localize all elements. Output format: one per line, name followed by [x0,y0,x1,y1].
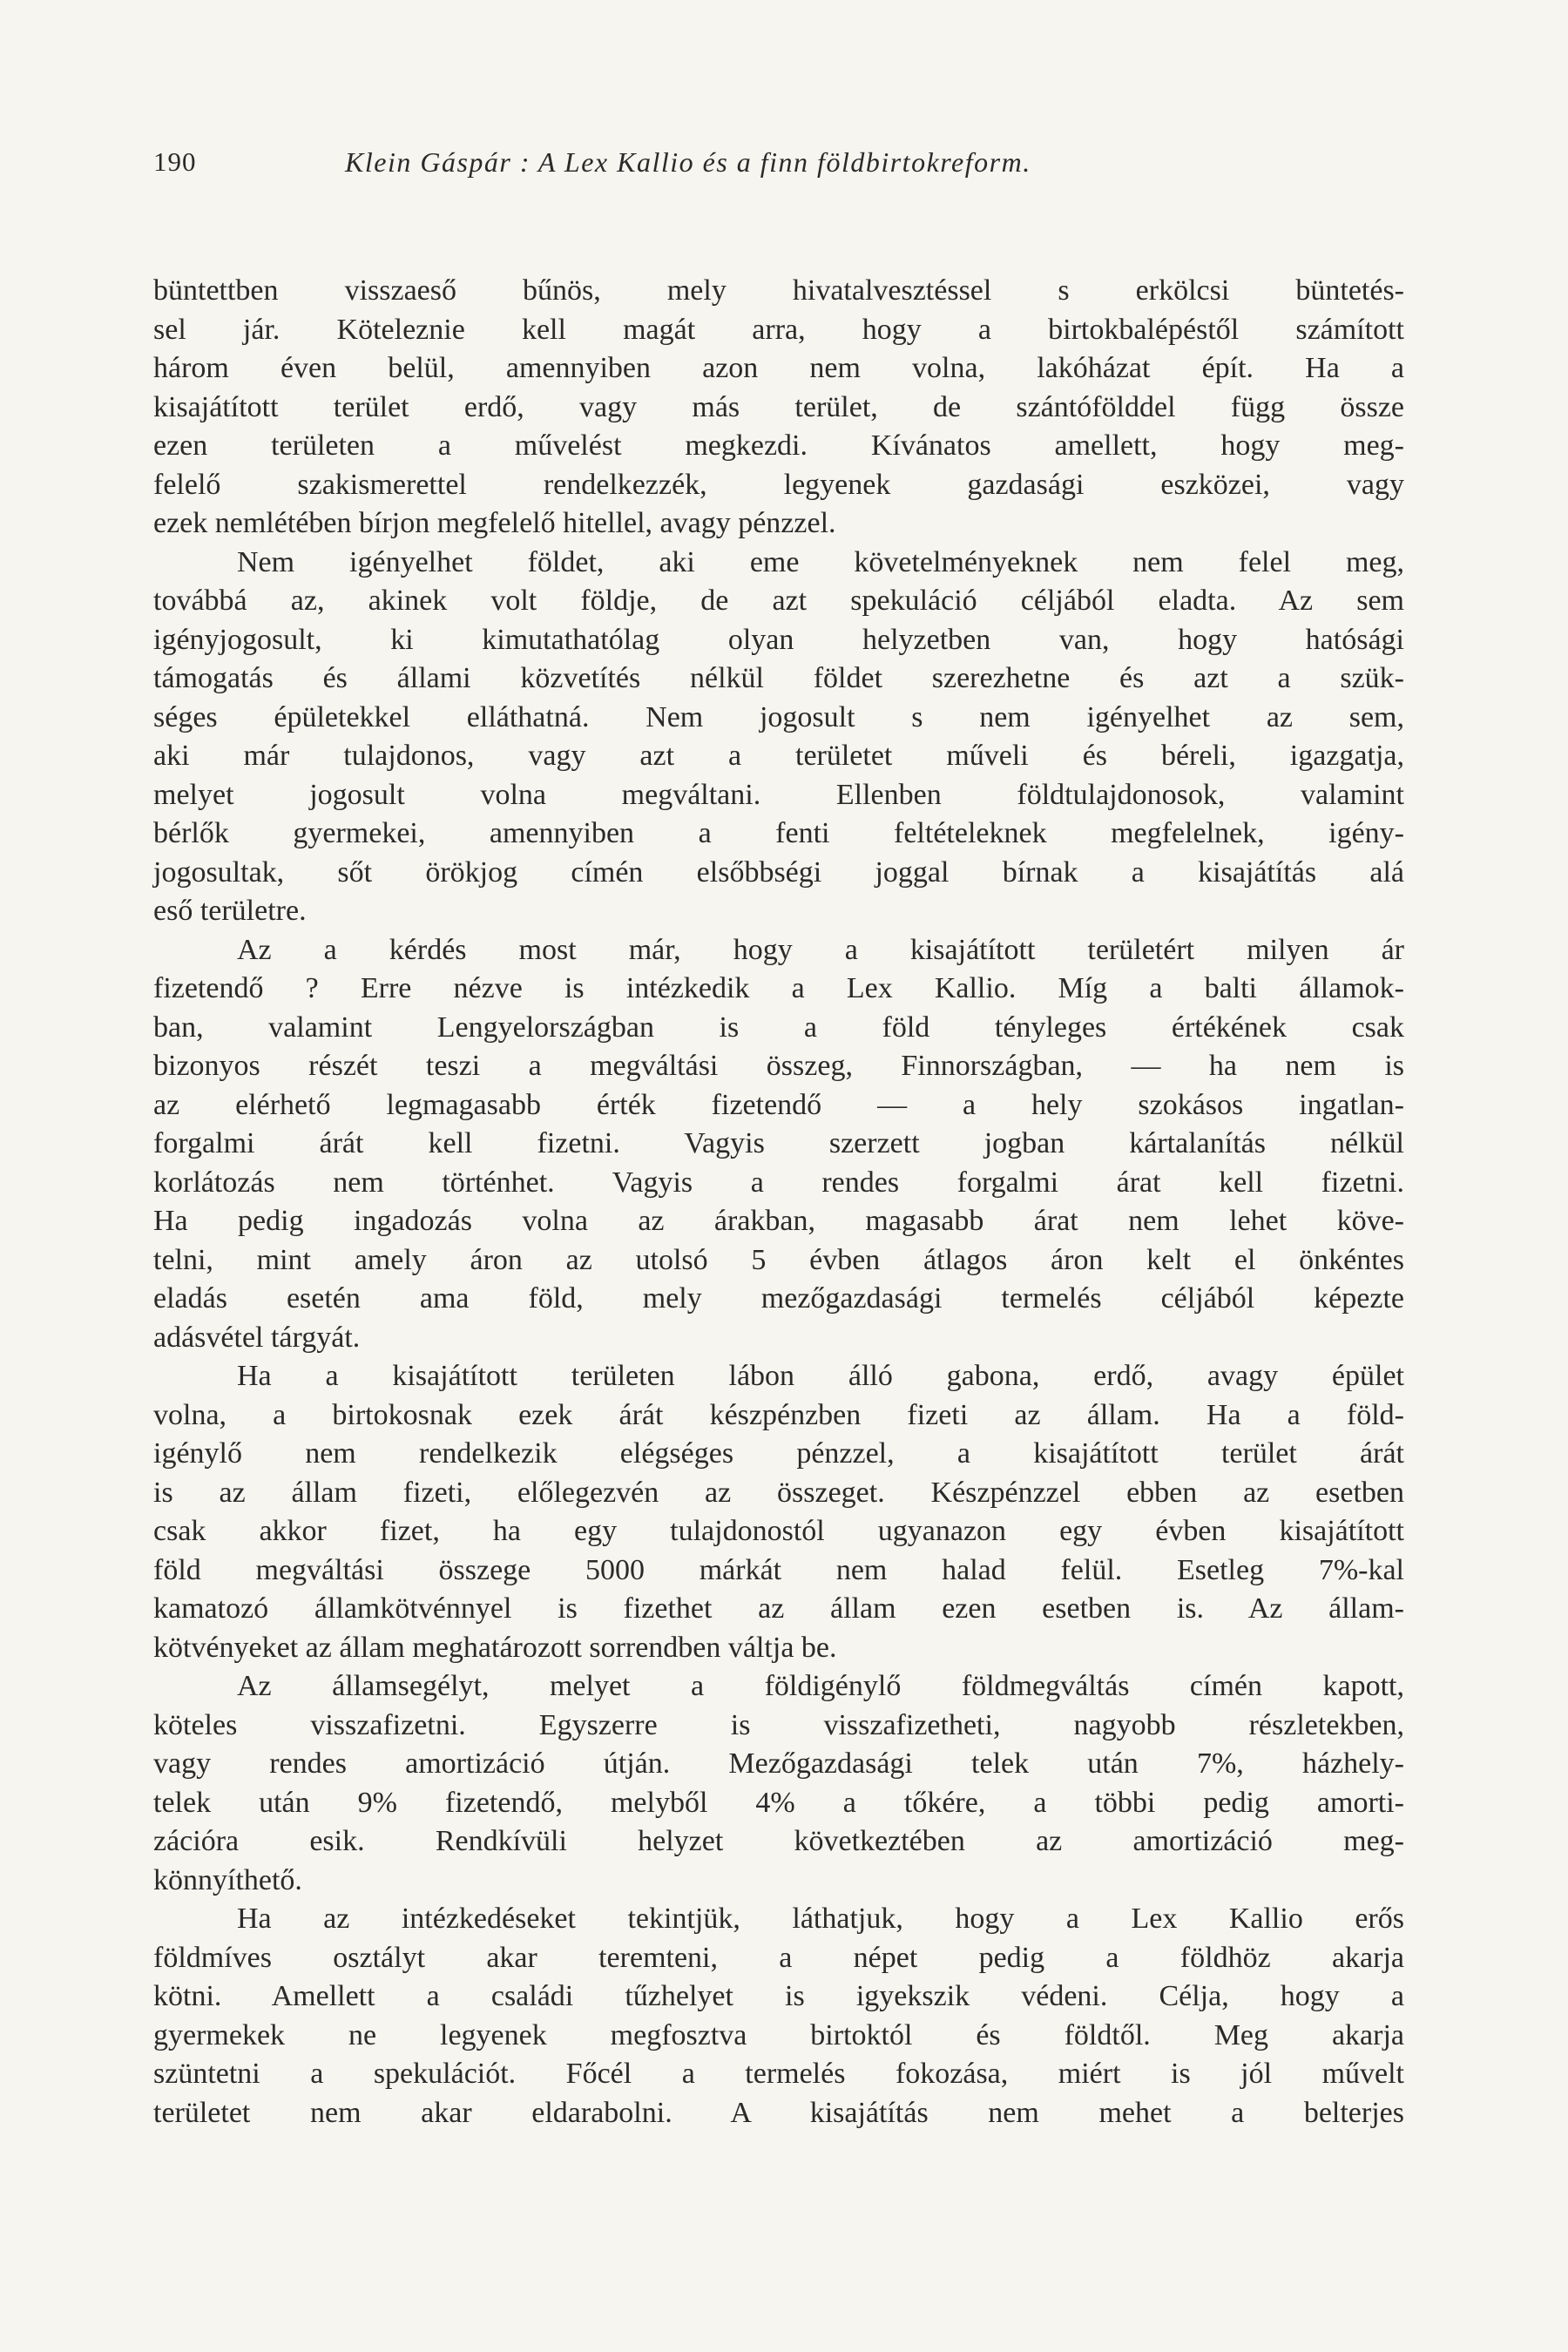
text-line: sel jár. Köteleznie kell magát arra, hogy a birtokbalépéstől számított [153,313,1404,346]
text-line: eladás esetén ama föld, mely mezőgazdasági termelés céljából képezte [153,1282,1404,1315]
page-number: 190 [153,146,197,177]
text-line: vagy rendes amortizáció útján. Mezőgazdasági telek után 7%, házhely- [153,1747,1404,1780]
text-line: gyermekek ne legyenek megfosztva birtoktól és földtől. Meg akarja [153,2018,1404,2051]
text-line: kamatozó államkötvénnyel is fizethet az állam ezen esetben is. Az állam- [153,1592,1404,1625]
text-line: Az államsegélyt, melyet a földigénylő földmegváltás címén kapott, [237,1670,1404,1702]
text-line: Ha pedig ingadozás volna az árakban, magasabb árat nem lehet köve- [153,1205,1404,1237]
text-line: zációra esik. Rendkívüli helyzet következtében az amortizáció meg- [153,1825,1404,1857]
text-line: aki már tulajdonos, vagy azt a területet műveli és béreli, igazgatja, [153,740,1404,772]
text-line: Nem igényelhet földet, aki eme követelményeknek nem felel meg, [237,545,1404,578]
text-line: köteles visszafizetni. Egyszerre is visszafizetheti, nagyobb részletekben, [153,1708,1404,1741]
page-header [153,146,1416,195]
text-line: ezek nemlétében bírjon megfelelő hitellel, avagy pénzzel. [153,507,836,539]
text-line: könnyíthető. [153,1863,302,1896]
text-line: csak akkor fizet, ha egy tulajdonostól ugyanazon egy évben kisajátított [153,1515,1404,1547]
text-line: bérlők gyermekei, amennyiben a fenti feltételeknek megfelelnek, igény- [153,817,1404,849]
text-line: kisajátított terület erdő, vagy más terület, de szántófölddel függ össze [153,390,1404,423]
text-line: forgalmi árát kell fizetni. Vagyis szerzett jogban kártalanítás nélkül [153,1127,1404,1159]
running-title: Klein Gáspár : A Lex Kallio és a finn földbirtokreform. [345,146,1031,178]
text-line: bizonyos részét teszi a megváltási összeg, Finnországban, — ha nem is [153,1050,1404,1082]
text-line: az elérhető legmagasabb érték fizetendő — a hely szokásos ingatlan- [153,1088,1404,1121]
text-line: továbbá az, akinek volt földje, de azt spekuláció céljából eladta. Az sem [153,585,1404,617]
text-line: igényjogosult, ki kimutathatólag olyan helyzetben van, hogy hatósági [153,623,1404,656]
text-line: volna, a birtokosnak ezek árát készpénzben fizeti az állam. Ha a föld- [153,1398,1404,1431]
text-line: felelő szakismerettel rendelkezzék, legyenek gazdasági eszközei, vagy [153,468,1404,501]
text-line: támogatás és állami közvetítés nélkül földet szerezhetne és azt a szük- [153,662,1404,694]
text-line: földmíves osztályt akar teremteni, a népet pedig a földhöz akarja [153,1941,1404,1974]
text-line: három éven belül, amennyiben azon nem volna, lakóházat épít. Ha a [153,352,1404,384]
text-line: jogosultak, sőt örökjog címén elsőbbségi joggal bírnak a kisajátítás alá [153,855,1404,889]
text-line: korlátozás nem történhet. Vagyis a rendes forgalmi árat kell fizetni. [153,1166,1404,1199]
text-line: fizetendő ? Erre nézve is intézkedik a Lex Kallio. Míg a balti államok- [153,972,1404,1004]
text-line: adásvétel tárgyát. [153,1321,361,1354]
text-line: Ha a kisajátított területen lábon álló gabona, erdő, avagy épület [237,1360,1404,1392]
text-line: telek után 9% fizetendő, melyből 4% a tőkére, a többi pedig amorti- [153,1786,1404,1819]
text-line: is az állam fizeti, előlegezvén az összeget. Készpénzzel ebben az esetben [153,1476,1404,1509]
text-line: területet nem akar eldarabolni. A kisajátítás nem mehet a belterjes [153,2096,1404,2129]
text-line: séges épületekkel elláthatná. Nem jogosult s nem igényelhet az sem, [153,700,1404,733]
text-line: ezen területen a művelést megkezdi. Kívánatos amellett, hogy meg- [153,429,1404,462]
text-line: igénylő nem rendelkezik elégséges pénzzel, a kisajátított terület árát [153,1437,1404,1470]
text-line: kötvényeket az állam meghatározott sorrendben váltja be. [153,1631,837,1664]
text-line: Az a kérdés most már, hogy a kisajátított területért milyen ár [237,933,1404,966]
text-line: kötni. Amellett a családi tűzhelyet is igyekszik védeni. Célja, hogy a [153,1980,1404,2012]
text-line: eső területre. [153,895,307,927]
body-text [153,272,1404,2132]
text-line: melyet jogosult volna megváltani. Ellenben földtulajdonosok, valamint [153,778,1404,811]
text-line: telni, mint amely áron az utolsó 5 évben átlagos áron kelt el önkéntes [153,1243,1404,1276]
text-line: büntettben visszaeső bűnös, mely hivatalvesztéssel s erkölcsi büntetés- [153,274,1404,307]
text-line: szüntetni a spekulációt. Főcél a termelés fokozása, miért is jól művelt [153,2058,1404,2090]
text-line: föld megváltási összege 5000 márkát nem halad felül. Esetleg 7%-kal [153,1553,1404,1586]
text-line: Ha az intézkedéseket tekintjük, láthatjuk, hogy a Lex Kallio erős [237,1903,1404,1935]
text-line: ban, valamint Lengyelországban is a föld tényleges értékének csak [153,1010,1404,1044]
